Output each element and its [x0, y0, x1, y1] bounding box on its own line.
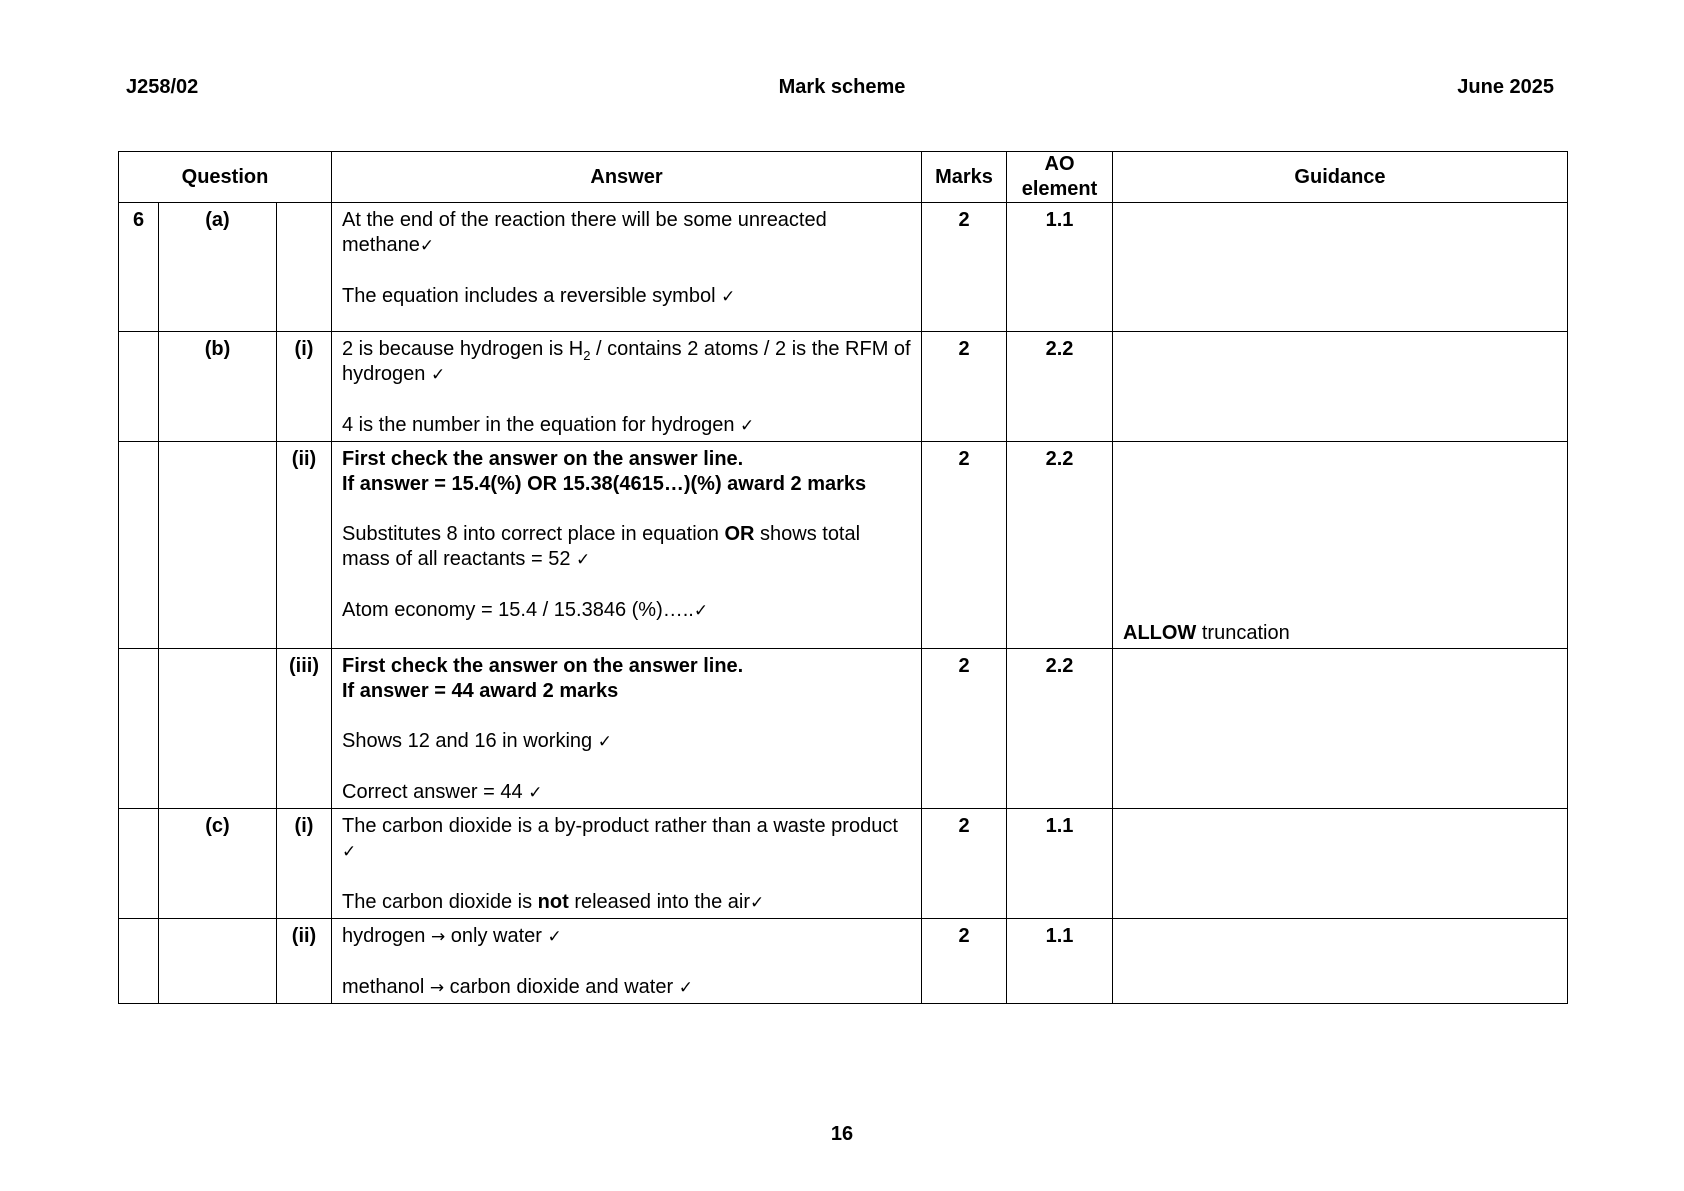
question-number [119, 919, 159, 1004]
marks-value: 2 [922, 442, 1007, 649]
page-number: 16 [830, 1123, 854, 1145]
tick-icon: ✓ [430, 365, 446, 385]
guidance-cell [1113, 203, 1568, 332]
marks-value: 2 [922, 203, 1007, 332]
answer-cell [332, 649, 922, 809]
answer-line: The carbon dioxide is not released into the air✓ [342, 891, 765, 913]
table-row [119, 203, 1568, 332]
answer-cell [332, 332, 922, 442]
table-row [119, 649, 1568, 809]
guidance-cell [1113, 332, 1568, 442]
answer-line: Substitutes 8 into correct place in equation OR shows total mass of all reactants = 52 ✓ [342, 523, 861, 570]
answer-line: Correct answer = 44 ✓ [342, 781, 543, 803]
answer-line: hydrogen → only water ✓ [342, 925, 562, 947]
question-part [159, 919, 277, 1004]
guidance-cell [1113, 649, 1568, 809]
question-part: (b) [159, 332, 277, 442]
ao-value: 2.2 [1007, 649, 1113, 809]
ao-header-line2: element [1021, 178, 1098, 200]
question-part [159, 442, 277, 649]
header-title: Mark scheme [778, 76, 906, 98]
answer-line: methanol → carbon dioxide and water ✓ [342, 976, 693, 998]
answer-line: At the end of the reaction there will be some unreacted methane✓ [342, 209, 827, 256]
marks-value: 2 [922, 649, 1007, 809]
question-number [119, 649, 159, 809]
question-number [119, 332, 159, 442]
answer-line: If answer = 15.4(%) OR 15.38(4615…)(%) award 2 marks [342, 473, 867, 495]
tick-icon: ✓ [597, 732, 612, 752]
question-subpart: (ii) [277, 442, 332, 649]
tick-icon: ✓ [342, 842, 357, 862]
arrow-right-icon: → [430, 927, 446, 947]
answer-line: 2 is because hydrogen is $H_2$ / contains 2 atoms / 2 is the RFM of hydrogen ✓ [342, 338, 911, 385]
marks-value: 2 [922, 919, 1007, 1004]
answer-line: The equation includes a reversible symbol ✓ [342, 285, 736, 307]
answer-cell [332, 203, 922, 332]
header-date: June 2025 [1457, 76, 1554, 98]
answer-line: 4 is the number in the equation for hydrogen ✓ [342, 414, 755, 436]
question-number [119, 809, 159, 919]
tick-icon: ✓ [750, 893, 765, 913]
answer-line: Atom economy = 15.4 / 15.3846 (%)…..✓ [342, 599, 709, 621]
tick-icon: ✓ [576, 550, 591, 570]
question-part: (c) [159, 809, 277, 919]
table-row [119, 442, 1568, 649]
guidance-cell [1113, 809, 1568, 919]
question-subpart: (i) [277, 809, 332, 919]
answer-line: Shows 12 and 16 in working ✓ [342, 730, 612, 752]
question-subpart: (i) [277, 332, 332, 442]
answer-cell [332, 809, 922, 919]
answer-line: The carbon dioxide is a by-product rather than a waste product ✓ [342, 815, 898, 862]
tick-icon: ✓ [419, 236, 435, 256]
ao-value: 1.1 [1007, 203, 1113, 332]
tick-icon: ✓ [547, 927, 562, 947]
marks-value: 2 [922, 809, 1007, 919]
tick-icon: ✓ [740, 416, 755, 436]
ao-value: 1.1 [1007, 919, 1113, 1004]
header-paper-code: J258/02 [126, 76, 199, 98]
answer-line: First check the answer on the answer line. [342, 655, 744, 677]
ao-element-header [1007, 152, 1113, 203]
tick-icon: ✓ [528, 783, 543, 803]
question-subpart [277, 203, 332, 332]
answer-cell [332, 442, 922, 649]
answer-cell [332, 919, 922, 1004]
guidance-header: Guidance [1113, 152, 1568, 203]
ao-header-line1: AO [1044, 153, 1075, 175]
question-part [159, 649, 277, 809]
arrow-right-icon: → [429, 978, 445, 998]
answer-line: First check the answer on the answer line. [342, 448, 744, 470]
guidance-note: ALLOW truncation [1123, 622, 1290, 644]
answer-line: If answer = 44 award 2 marks [342, 680, 619, 702]
question-number [119, 442, 159, 649]
guidance-cell [1113, 919, 1568, 1004]
ao-value: 1.1 [1007, 809, 1113, 919]
ao-value: 2.2 [1007, 332, 1113, 442]
table-row [119, 919, 1568, 1004]
tick-icon: ✓ [678, 978, 693, 998]
question-subpart: (ii) [277, 919, 332, 1004]
question-header: Question [119, 152, 332, 203]
ao-value: 2.2 [1007, 442, 1113, 649]
mark-scheme-table [118, 151, 1568, 1004]
answer-header: Answer [332, 152, 922, 203]
marks-header: Marks [922, 152, 1007, 203]
table-header-row [119, 152, 1568, 203]
question-number: 6 [119, 203, 159, 332]
question-subpart: (iii) [277, 649, 332, 809]
table-row [119, 809, 1568, 919]
tick-icon: ✓ [693, 601, 709, 621]
guidance-cell [1113, 442, 1568, 649]
question-part: (a) [159, 203, 277, 332]
tick-icon: ✓ [721, 287, 736, 307]
table-row [119, 332, 1568, 442]
marks-value: 2 [922, 332, 1007, 442]
